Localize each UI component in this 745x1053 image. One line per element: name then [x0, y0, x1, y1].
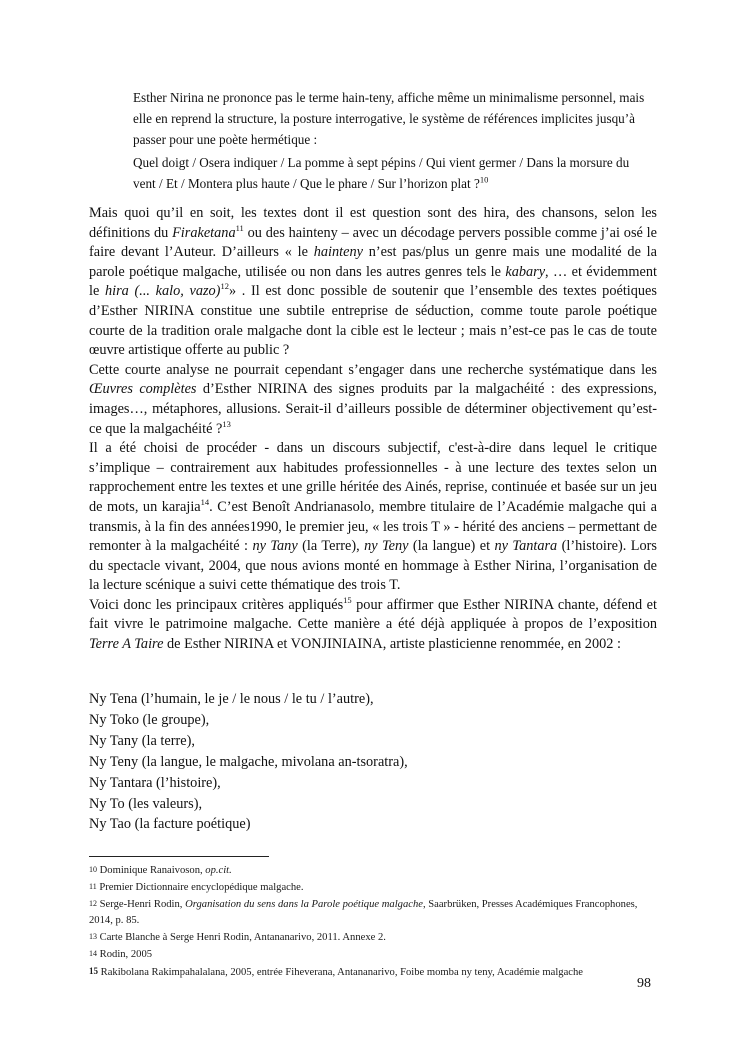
footnote-12: 12 Serge-Henri Rodin, Organisation du sens dans la Parole poétique malgache, Saarbrüken, Presses Académiques Francophones, 2014, p. 85. [89, 899, 638, 926]
footnote-15: 15 Rakibolana Rakimpahalalana, 2005, entrée Fiheverana, Antananarivo, Foibe momba ny teny, Académie malgache [89, 966, 583, 978]
footnotes [89, 862, 659, 981]
italic-oeuvres-completes: Œuvres complètes [89, 381, 197, 398]
italic-hainteny: hainteny [313, 244, 363, 261]
footnote-separator [89, 856, 269, 857]
paragraph-2: Cette courte analyse ne pourrait cependant s’engager dans une recherche systématique dans les Œuvres complètes d’Esther NIRINA des signes produits par la malgachéité : des expressions, images…, métaphores, allusions. Serait-il d’ailleurs possible de déterminer objectivement qu’est-ce que la malgachéité ?$^{13}$ [89, 361, 657, 437]
paragraph-4: Voici donc les principaux critères appliqués$^{15}$ pour affirmer que Esther NIRINA chante, défend et fait vivre le patrimoine malgache. Cette manière a été déjà appliquée à propos de l’exposition Terre A Taire de Esther NIRINA et VONJINIAINA, artiste plasticienne renommée, en 2002 : [89, 595, 657, 653]
list-item: Ny Tao (la facture poétique) [89, 816, 251, 833]
list-item: Ny Tantara (l’histoire), [89, 774, 221, 791]
list-item: Ny Tany (la terre), [89, 732, 195, 749]
paragraph-3: Il a été choisi de procéder - dans un discours subjectif, c'est-à-dire dans lequel le critique s’implique – contrairement aux habitudes professionnelles - à une lecture des textes selon un rapprochement entre les textes et une grille héritée des Ainés, reprise, continuée et basée sur un jeu de mots, un karajia$^{14}$. C’est Benoît Andrianasolo, membre titulaire de l’Académie malgache qui a transmis, à la fin des années1990, le premier jeu, « les trois T » - hérité des anciens – permettant de remonter à la malgachéité : ny Tany (la Terre), ny Teny (la langue) et ny Tantara (l’histoire). Lors du spectacle vivant, 2004, que nous avions monté en hommage à Esther Nirina, l’organisation de la lecture scénique a suivi cette thématique des trois T. [89, 440, 657, 594]
footnote-14: 14 Rodin, 2005 [89, 949, 153, 960]
quote-intro-text: Esther Nirina ne prononce pas le terme hain-teny, affiche même un minimalisme personnel, mais elle en reprend la structure, la posture interrogative, le système de références implicites jusqu’à passer pour une poète hermétique : [133, 90, 645, 147]
italic-ny-teny: ny Teny [364, 538, 409, 555]
italic-ny-tany: ny Tany [252, 538, 298, 555]
italic-kabary: kabary [505, 263, 546, 280]
list-item: Ny Tena (l’humain, le je / le nous / le tu / l’autre), [89, 691, 374, 707]
italic-terre-a-taire: Terre A Taire [89, 636, 164, 653]
footnote-ref-15: 15 [343, 595, 352, 606]
paragraph-1: Mais quoi qu’il en soit, les textes dont il est question sont des hira, des chansons, selon les définitions du Firaketana$^{11}$ ou des hainteny – avec un décodage pervers possible comme j’ai osé le faire devant l’Auteur. D’ailleurs « le hainteny n’est pas/plus un genre mais une modalité de la parole poétique malgache, utilisée ou non dans les autres genres tels le kabary, … et évidemment le hira (... kalo, vazo)$^{12}$» . Il est donc possible de soutenir que l’ensemble des textes poétiques d’Esther NIRINA constitue une subtile entreprise de séduction, comme toute parole poétique courte de la tradition orale malgache dont la cible est le lecteur ; mais n’est-ce pas le cas de toute œuvre artistique offerte au public ? [89, 205, 657, 359]
quote-poem-text: Quel doigt / Osera indiquer / La pomme à sept pépins / Qui vient germer / Dans la morsure du vent / Et / Montera plus haute / Que le phare / Sur l’horizon plat ? [133, 155, 630, 191]
page-number: 98 [637, 976, 651, 991]
footnote-11: 11 Premier Dictionnaire encyclopédique malgache. [89, 882, 304, 893]
body-text [89, 204, 657, 655]
list-item: Ny Toko (le groupe), [89, 711, 210, 728]
footnote-ref-13: 13 [222, 418, 231, 429]
footnote-ref-11: 11 [235, 222, 244, 233]
criteria-list [89, 689, 408, 835]
footnote-13: 13 Carte Blanche à Serge Henri Rodin, Antananarivo, 2011. Annexe 2. [89, 932, 386, 943]
italic-firaketana: Firaketana [172, 224, 236, 241]
footnote-10: 10 Dominique Ranaivoson, op.cit. [89, 865, 232, 876]
list-item: Ny Teny (la langue, le malgache, mivolana an-tsoratra), [89, 753, 408, 770]
block-quote-intro [133, 87, 653, 150]
list-item: Ny To (les valeurs), [89, 795, 203, 812]
italic-ny-tantara: ny Tantara [494, 538, 558, 555]
footnote-ref-14: 14 [200, 497, 210, 508]
italic-hira: hira (... kalo, vazo) [104, 283, 221, 300]
block-quote-poem [133, 152, 653, 194]
footnote-ref-12: 12 [220, 281, 229, 292]
footnote-ref-10: 10 [479, 174, 489, 185]
